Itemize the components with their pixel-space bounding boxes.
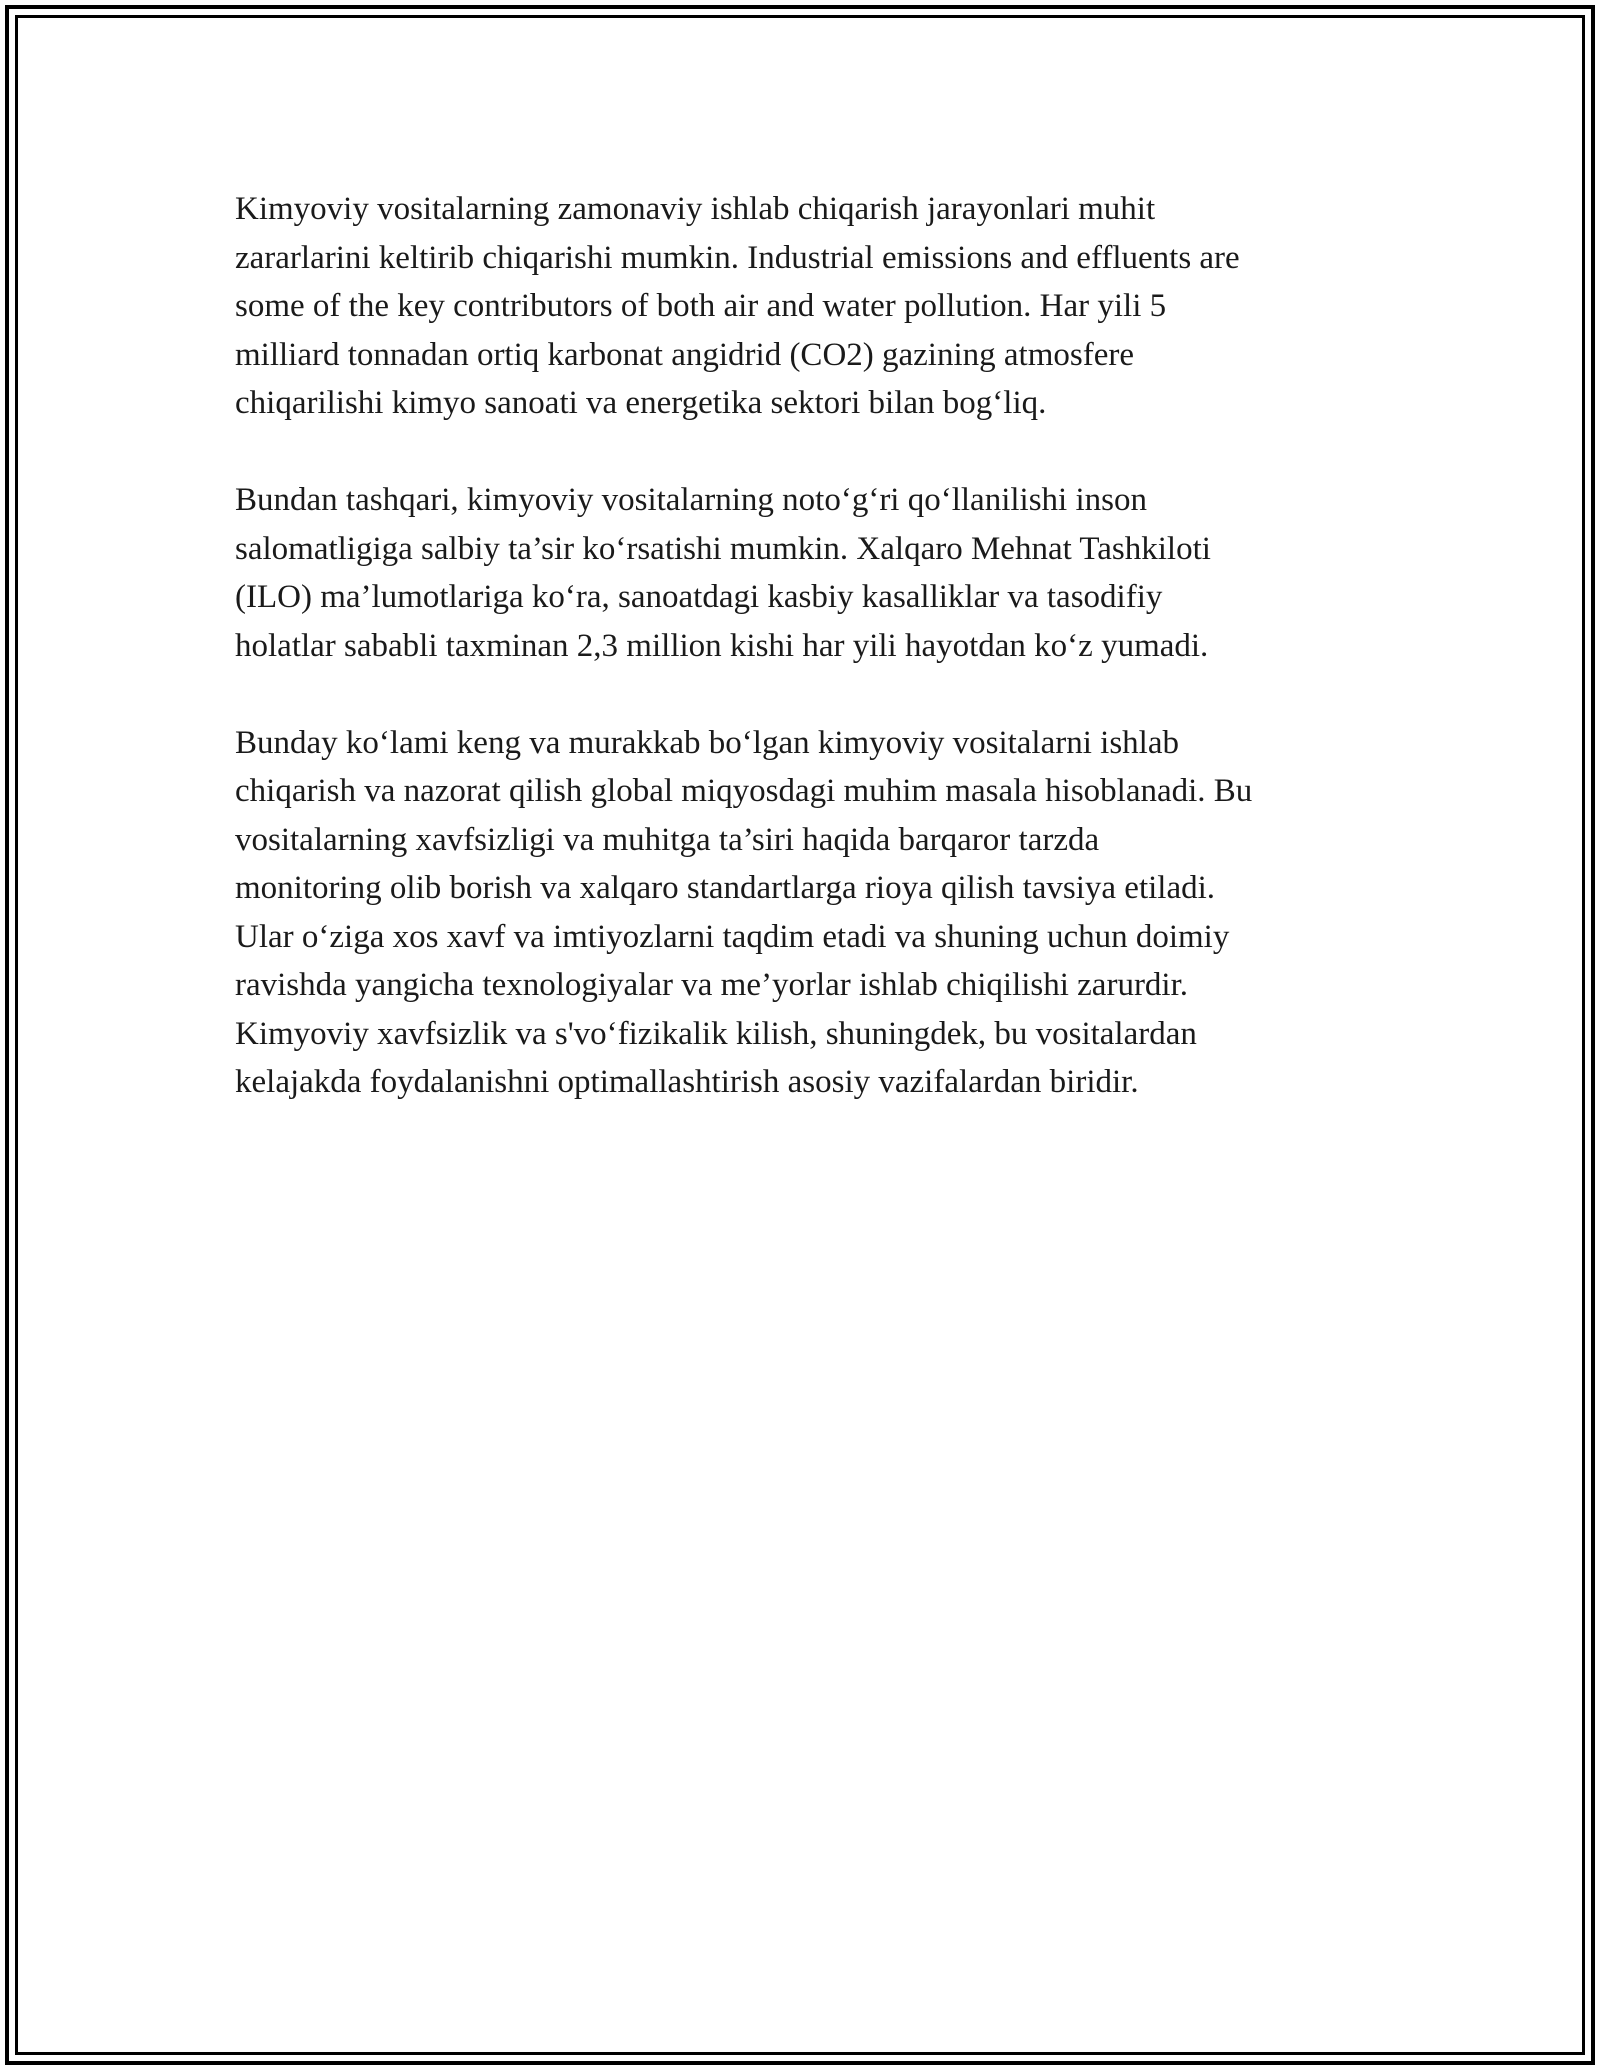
paragraph-3 (235, 719, 1385, 1107)
paragraph-line: salomatligiga salbiy ta’sir ko‘rsatishi mumkin. Xalqaro Mehnat Tashkiloti (235, 530, 1211, 567)
paragraph-line: Ular o‘ziga xos xavf va imtiyozlarni taqdim etadi va shuning uchun doimiy (235, 918, 1230, 955)
paragraph-line: kelajakda foydalanishni optimallashtirish asosiy vazifalardan biridir. (235, 1064, 1139, 1100)
paragraph-line: chiqarilishi kimyo sanoati va energetika sektori bilan bog‘liq. (235, 385, 1047, 421)
paragraph-line: (ILO) ma’lumotlariga ko‘ra, sanoatdagi kasbiy kasalliklar va tasodifiy (235, 579, 1163, 615)
paragraph-line: Kimyoviy vositalarning zamonaviy ishlab chiqarish jarayonlari muhit (235, 191, 1156, 227)
paragraph-line: Kimyoviy xavfsizlik va s'vo‘fizikalik kilish, shuningdek, bu vositalardan (235, 1015, 1197, 1052)
paragraph-line: milliard tonnadan ortiq karbonat angidrid (CO2) gazining atmosfere (235, 336, 1134, 373)
paragraph-1 (235, 185, 1385, 428)
paragraph-line: Bunday ko‘lami keng va murakkab bo‘lgan kimyoviy vositalarni ishlab (235, 724, 1179, 761)
paragraph-line: some of the key contributors of both air and water pollution. Har yili 5 (235, 288, 1167, 324)
paragraph-line: zararlarini keltirib chiqarishi mumkin. Industrial emissions and effluents are (235, 239, 1240, 276)
document-body (235, 185, 1385, 1155)
paragraph-line: chiqarish va nazorat qilish global miqyosdagi muhim masala hisoblanadi. Bu (235, 773, 1253, 809)
paragraph-line: vositalarning xavfsizligi va muhitga ta’siri haqida barqaror tarzda (235, 821, 1100, 858)
paragraph-line: holatlar sababli taxminan 2,3 million kishi har yili hayotdan ko‘z yumadi. (235, 627, 1209, 664)
paragraph-line: monitoring olib borish va xalqaro standartlarga rioya qilish tavsiya etiladi. (235, 870, 1216, 906)
paragraph-line: ravishda yangicha texnologiyalar va me’yorlar ishlab chiqilishi zarurdir. (235, 967, 1189, 1003)
paragraph-line: Bundan tashqari, kimyoviy vositalarning noto‘g‘ri qo‘llanilishi inson (235, 482, 1147, 518)
paragraph-2 (235, 476, 1385, 670)
